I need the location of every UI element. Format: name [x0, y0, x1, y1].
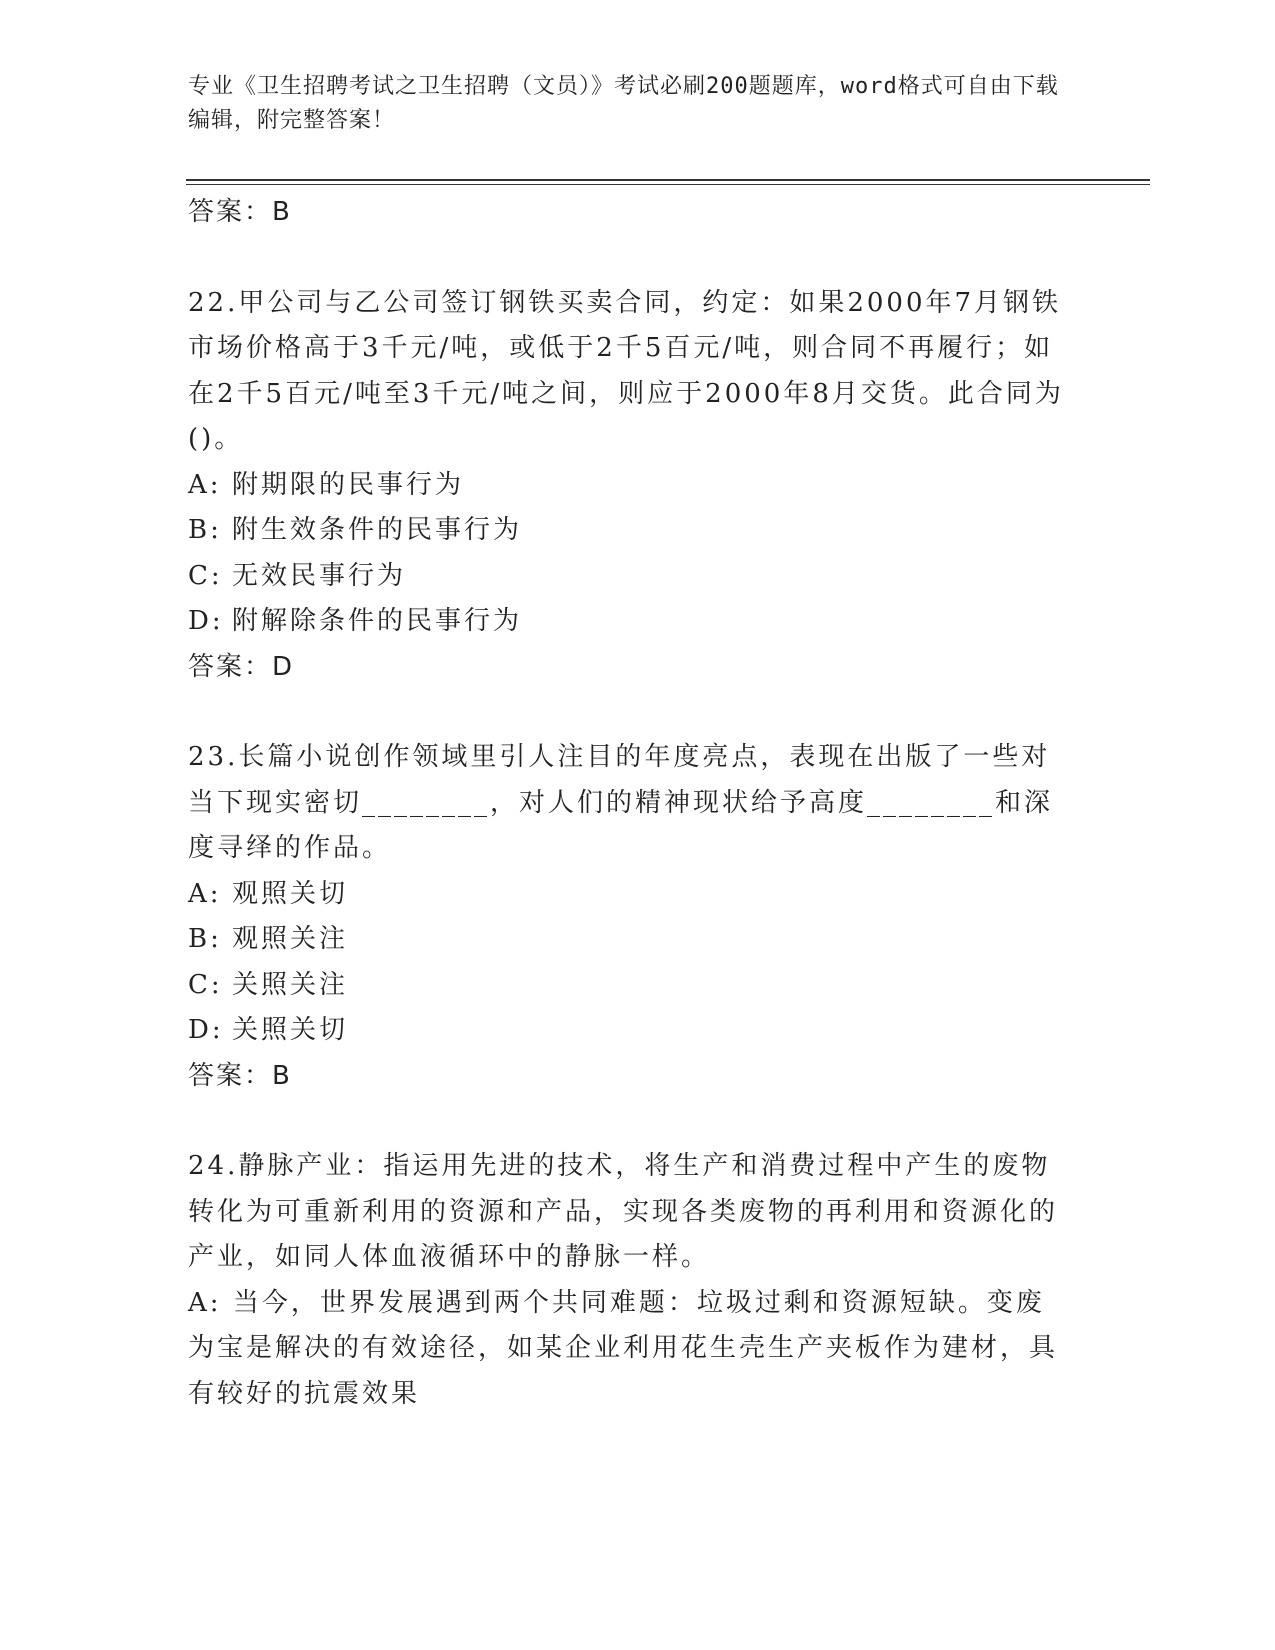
option-d [188, 599, 1068, 645]
question-23 [188, 735, 1068, 1099]
document-body [188, 190, 1068, 1417]
question-24 [188, 1144, 1068, 1417]
option-text: 当今，世界发展遇到两个共同难题：垃圾过剩和资源短缺。变废为宝是解决的有效途径，如某企业利用花生壳生产夹板作为建材，具有较好的抗震效果 [188, 1287, 1059, 1409]
question-stem: 23.长篇小说创作领域里引人注目的年度亮点，表现在出版了一些对当下现实密切________，对人们的精神现状给予高度________和深度寻绎的作品。 [188, 742, 1054, 863]
option-letter: A: [188, 878, 222, 909]
option-text: 关照关注 [232, 969, 349, 1000]
question-answer: 答案：B [188, 1060, 292, 1091]
option-letter: C: [188, 560, 223, 591]
option-b [188, 508, 1068, 554]
option-d [188, 1008, 1068, 1054]
question-answer: 答案：D [188, 651, 295, 682]
option-text: 关照关切 [232, 1015, 349, 1045]
question-22 [188, 281, 1068, 691]
option-text: 附期限的民事行为 [232, 469, 465, 500]
option-text: 无效民事行为 [232, 560, 407, 591]
option-a [188, 463, 1068, 509]
option-b [188, 917, 1068, 963]
option-letter: B: [188, 515, 222, 545]
question-stem: 24.静脉产业：指运用先进的技术，将生产和消费过程中产生的废物转化为可重新利用的资源和产品，实现各类废物的再利用和资源化的产业，如同人体血液循环中的静脉一样。 [188, 1151, 1059, 1272]
header-text: 专业《卫生招聘考试之卫生招聘（文员）》考试必刷200题题库，word格式可自由下载编辑，附完整答案！ [188, 74, 1059, 133]
header-rule-thick [186, 179, 1150, 181]
option-letter: D: [188, 1015, 224, 1045]
option-text: 附解除条件的民事行为 [232, 606, 523, 636]
option-letter: A: [188, 469, 222, 500]
option-letter: A: [188, 1287, 222, 1318]
option-c [188, 554, 1068, 600]
option-letter: D: [188, 606, 224, 636]
previous-answer: 答案：B [188, 197, 292, 227]
option-letter: B: [188, 924, 222, 954]
option-letter: C: [188, 969, 223, 1000]
document-header [188, 70, 1068, 138]
question-stem: 22.甲公司与乙公司签订钢铁买卖合同，约定：如果2000年7月钢铁市场价格高于3千元/吨，或低于2千5百元/吨，则合同不再履行；如在2千5百元/吨至3千元/吨之间，则应于2000年8月交货。此合同为()。 [188, 287, 1064, 454]
header-rule-thin [186, 184, 1150, 185]
option-text: 观照关注 [232, 924, 349, 954]
option-a [188, 1281, 1068, 1418]
option-text: 观照关切 [232, 878, 349, 909]
option-c [188, 963, 1068, 1009]
option-a [188, 872, 1068, 918]
option-text: 附生效条件的民事行为 [232, 515, 523, 545]
